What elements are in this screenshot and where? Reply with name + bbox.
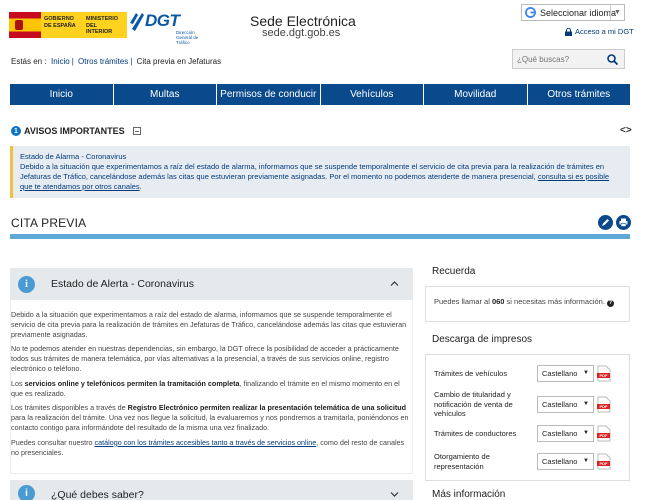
- chevron-down-icon: ▼: [583, 370, 589, 376]
- site-title: Sede Electrónica: [250, 13, 356, 29]
- paragraph: No te podemos atender en nuestras dependencias, sin embargo, la DGT ofrece la posibilidad de acceder a prácticamente todos sus trámites de manera telemática, por vías alternativas a la presencial, a través de sus servicios online, registro electrónico o teléfono.: [11, 344, 399, 373]
- breadcrumb-prefix: Estás en :: [11, 57, 47, 66]
- accordion-title: Estado de Alerta - Coronavirus: [51, 278, 194, 290]
- avisos-count-badge: 1: [11, 126, 21, 136]
- search-input[interactable]: [513, 55, 603, 64]
- nav-item-permisos[interactable]: Permisos de conducir: [217, 84, 320, 105]
- accordion-title: ¿Qué debes saber?: [51, 489, 144, 500]
- dgt-subtitle: Dirección General de Tráfico: [176, 30, 199, 45]
- svg-text:PDF: PDF: [599, 461, 608, 466]
- nav-item-multas[interactable]: Multas: [114, 84, 217, 105]
- pencil-icon: [601, 218, 610, 227]
- avisos-header: [11, 126, 141, 136]
- language-select[interactable]: Castellano ▼: [537, 396, 594, 413]
- breadcrumb: Estás en : Inicio | Otros trámites | Cita previa en Jefaturas: [11, 57, 222, 66]
- aviso-box: [10, 146, 630, 198]
- chevron-down-icon: ▼: [583, 400, 589, 407]
- nav-item-inicio[interactable]: Inicio: [10, 84, 113, 105]
- avisos-nav-arrows[interactable]: <>: [620, 125, 632, 136]
- aviso-link[interactable]: consulta si es posible que te atendamos por otros canales: [20, 172, 610, 191]
- language-selector-label: Seleccionar idioma: [540, 7, 617, 18]
- download-label: Cambio de titularidad y notificación de venta de vehículos: [434, 390, 513, 418]
- lock-icon: [565, 28, 572, 36]
- google-translate-icon: [525, 7, 536, 18]
- breadcrumb-item-current: Cita previa en Jefaturas: [136, 57, 222, 66]
- language-selector[interactable]: [521, 4, 625, 21]
- gobierno-logo[interactable]: [9, 12, 127, 38]
- page-tools: [598, 215, 631, 230]
- search-icon[interactable]: [607, 54, 618, 65]
- gov-logo-text-2: MINISTERIO DEL INTERIOR: [86, 16, 119, 35]
- language-select[interactable]: Castellano ▼: [537, 425, 594, 442]
- site-header: [0, 0, 650, 78]
- search-box: [512, 49, 625, 69]
- breadcrumb-item-inicio[interactable]: Inicio: [51, 57, 70, 66]
- main-nav: [10, 84, 630, 105]
- catalogo-link[interactable]: catálogo con los trámites accesibles tanto a través de servicios online: [94, 437, 317, 447]
- mas-informacion-title: Más información: [432, 489, 506, 500]
- download-label: Trámites de vehículos: [434, 368, 508, 378]
- download-row: [434, 390, 629, 419]
- svg-text:PDF: PDF: [599, 373, 608, 378]
- paragraph: Puedes consultar nuestro catálogo con los trámites accesibles tanto a través de servicios online, como del resto de canales no presenciales.: [11, 437, 405, 457]
- descarga-box: [425, 354, 630, 481]
- title-underline: [10, 234, 630, 239]
- download-label: Trámites de conductores: [434, 428, 517, 438]
- download-label: Otorgamiento de representación: [434, 452, 490, 471]
- pdf-icon[interactable]: [597, 365, 611, 382]
- print-icon: [619, 218, 628, 227]
- info-icon: i: [18, 485, 35, 500]
- descarga-title: Descarga de impresos: [432, 334, 533, 345]
- download-row: [434, 425, 629, 442]
- site-url: sede.dgt.gob.es: [262, 27, 341, 39]
- gov-logo-text-1: GOBIERNO DE ESPAÑA: [44, 16, 76, 29]
- login-link[interactable]: [565, 27, 634, 36]
- phone-number: 060: [491, 297, 505, 306]
- download-row: [434, 365, 629, 382]
- language-select[interactable]: Castellano ▼: [537, 365, 594, 382]
- accordion-estado-alerta[interactable]: [10, 268, 413, 300]
- svg-text:PDF: PDF: [599, 403, 608, 409]
- recuerda-box: Puedes llamar al 060 si necesitas más información. ?: [425, 286, 630, 322]
- dgt-mark-icon: [130, 11, 144, 33]
- avisos-title: AVISOS IMPORTANTES: [24, 126, 125, 136]
- print-button[interactable]: [616, 215, 631, 230]
- chevron-down-icon: [390, 490, 399, 499]
- paragraph: Debido a la situación que experimentamos a raíz del estado de alarma, informamos que se suspende temporalmente el servicio de cita previa para la realización de trámites en Jefaturas de Tráfico, cancelándose además las citas que estuvieran previamente asignadas.: [11, 310, 407, 339]
- dgt-wordmark: DGT: [145, 11, 180, 30]
- spain-coat-of-arms-icon: [9, 12, 41, 38]
- breadcrumb-item-otros-tramites[interactable]: Otros trámites: [78, 57, 129, 66]
- collapse-icon[interactable]: [133, 127, 141, 135]
- chevron-down-icon: ▼: [583, 430, 589, 436]
- chevron-down-icon: ▼: [583, 458, 589, 464]
- share-button[interactable]: [598, 215, 613, 230]
- accordion-que-debes-saber[interactable]: [10, 480, 413, 500]
- accordion-body: [10, 300, 413, 474]
- download-row: [434, 452, 629, 471]
- aviso-text: Debido a la situación que experimentamos a raíz del estado de alarma, informamos que se suspende temporalmente el servicio de cita previa para la realización de trámites en Jefaturas de Tráfico, cancelándose además las citas que estuvieran previamente asignadas. Por el momento no podemos atenderte de manera presencial, consulta si es posible que te atendamos por otros canales.: [20, 162, 610, 191]
- pdf-icon[interactable]: [597, 396, 611, 413]
- paragraph: Los servicios online y telefónicos permiten la tramitación completa, finalizando el trámite en el mismo momento en el que es realizado.: [11, 378, 400, 398]
- pdf-icon[interactable]: [597, 425, 611, 442]
- login-label: Acceso a mi DGT: [575, 27, 634, 36]
- dgt-logo[interactable]: [130, 11, 199, 45]
- nav-item-vehiculos[interactable]: Vehículos: [321, 84, 424, 105]
- info-icon: i: [18, 276, 35, 293]
- paragraph: Los trámites disponibles a través de Registro Electrónico permiten realizar la presentación telemática de una solicitud para la realización del trámite. Una vez nos llegue la solicitud, la evaluaremos y nos pondremos a tramitarla, poniéndonos en contacto contigo para informándote del resultado de la misma una vez finalizado.: [11, 403, 409, 432]
- pdf-icon[interactable]: [597, 453, 611, 470]
- language-select[interactable]: Castellano ▼: [537, 453, 594, 470]
- aviso-heading: Estado de Alarma - Coronavirus: [20, 152, 127, 161]
- page-title: CITA PREVIA: [11, 216, 87, 230]
- chevron-up-icon: [390, 279, 399, 288]
- chevron-down-icon: ▼: [610, 5, 624, 20]
- recuerda-title: Recuerda: [432, 266, 476, 277]
- nav-item-otros-tramites[interactable]: Otros trámites: [528, 84, 631, 105]
- svg-text:PDF: PDF: [599, 433, 608, 438]
- help-icon[interactable]: ?: [608, 300, 613, 306]
- nav-item-movilidad[interactable]: Movilidad: [424, 84, 527, 105]
